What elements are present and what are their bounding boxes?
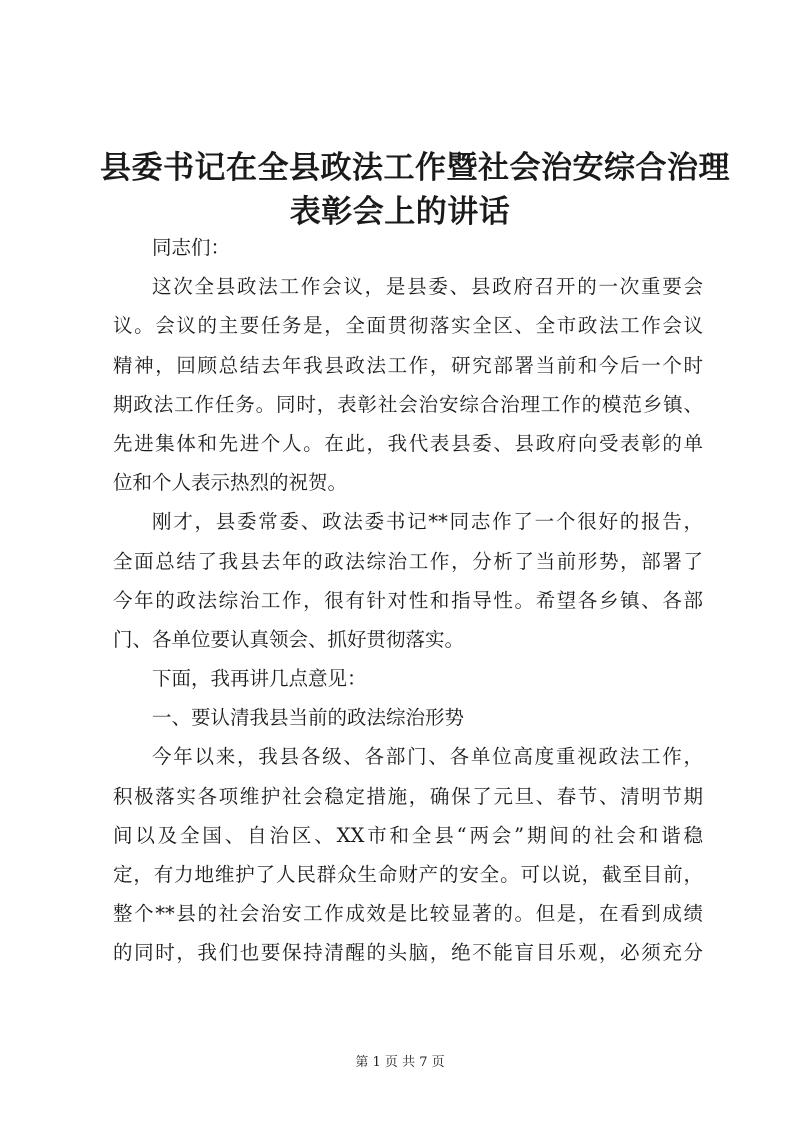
paragraph-line: 全面总结了我县去年的政法综治工作，分析了当前形势，部署了 xyxy=(113,549,703,573)
document-title-line-1: 县委书记在全县政法工作暨社会治安综合治理 xyxy=(100,150,730,186)
document-body xyxy=(113,228,703,973)
paragraph-line: 间以及全国、自治区、XX市和全县“两会”期间的社会和谐稳 xyxy=(113,823,703,847)
paragraph-line: 精神，回顾总结去年我县政法工作，研究部署当前和今后一个时 xyxy=(113,353,703,377)
paragraph-line: 议。会议的主要任务是，全面贯彻落实全区、全市政法工作会议 xyxy=(113,314,703,338)
paragraph-line: 今年的政法综治工作，很有针对性和指导性。希望各乡镇、各部 xyxy=(113,588,703,612)
salutation: 同志们： xyxy=(152,236,231,259)
paragraph-line: 下面，我再讲几点意见： xyxy=(152,667,367,691)
paragraph-line: 的同时，我们也要保持清醒的头脑，绝不能盲目乐观，必须充分 xyxy=(113,941,703,965)
paragraph-line: 位和个人表示热烈的祝贺。 xyxy=(113,471,348,495)
paragraph-line: 先进集体和先进个人。在此，我代表县委、县政府向受表彰的单 xyxy=(113,431,703,455)
paragraph-line: 定，有力地维护了人民群众生命财产的安全。可以说，截至目前， xyxy=(113,863,703,886)
paragraph-line: 整个**县的社会治安工作成效是比较显著的。但是，在看到成绩 xyxy=(113,902,703,926)
section-heading: 一、要认清我县当前的政法综治形势 xyxy=(152,706,465,730)
paragraph-line: 这次全县政法工作会议，是县委、县政府召开的一次重要会 xyxy=(152,275,703,299)
page-number-label: 第 1 页 共 7 页 xyxy=(355,1055,445,1070)
paragraph-line: 今年以来，我县各级、各部门、各单位高度重视政法工作， xyxy=(152,745,703,769)
paragraph-line: 门、各单位要认真领会、抓好贯彻落实。 xyxy=(113,627,465,651)
paragraph-line: 刚才，县委常委、政法委书记**同志作了一个很好的报告， xyxy=(152,510,703,534)
paragraph-line: 积极落实各项维护社会稳定措施，确保了元旦、春节、清明节期 xyxy=(113,784,703,808)
document-title-line-2: 表彰会上的讲话 xyxy=(289,194,511,230)
paragraph-line: 期政法工作任务。同时，表彰社会治安综合治理工作的模范乡镇、 xyxy=(113,392,703,416)
page-footer xyxy=(0,1051,800,1070)
